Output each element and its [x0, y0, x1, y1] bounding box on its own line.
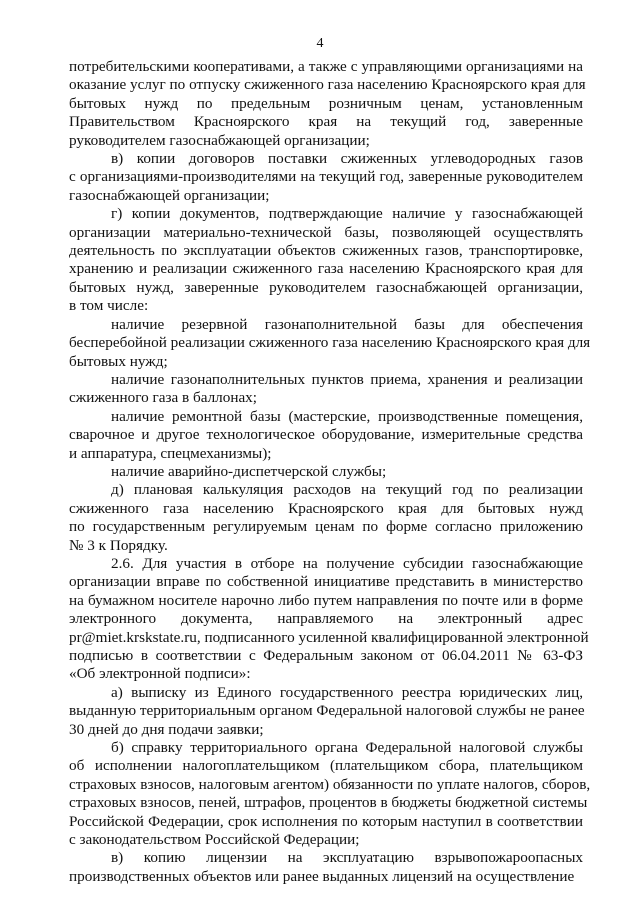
text-line: бытовых нужд; [69, 352, 168, 370]
paragraph [69, 481, 583, 555]
text-line: pr@miet.krskstate.ru, подписанного усиленной квалифицированной электронной [69, 628, 589, 646]
text-line: оказание услуг по отпуску сжиженного газа населению Красноярского края для [69, 76, 586, 94]
text-line: руководителем газоснабжающей организации; [69, 131, 370, 149]
text-line: выданную территориальным органом Федеральной налоговой службы не ранее [69, 702, 585, 720]
text-line: газоснабжающей организации; [69, 186, 270, 204]
text-line: страховых взносов, пеней, штрафов, процентов в бюджеты бюджетной системы [69, 794, 588, 812]
paragraph [69, 371, 583, 408]
text-line: в) копию лицензии на эксплуатацию взрывопожароопасных [111, 849, 583, 867]
text-line: в) копии договоров поставки сжиженных углеводородных газов [111, 150, 583, 168]
text-line: по государственным регулируемым ценам по форме согласно приложению [69, 518, 583, 536]
text-line: хранению и реализации сжиженного газа населению Красноярского края для [69, 260, 583, 278]
text-line: с законодательством Российской Федерации; [69, 831, 360, 849]
text-line: подписью в соответствии с Федеральным законом от 06.04.2011 № 63-ФЗ [69, 647, 583, 664]
text-line: «Об электронной подписи»: [69, 665, 251, 683]
text-line: наличие газонаполнительных пунктов приема, хранения и реализации [111, 370, 583, 388]
paragraph [69, 205, 583, 315]
paragraph [69, 150, 583, 205]
text-line: и аппаратура, спецмеханизмы); [69, 444, 272, 462]
text-line: страховых взносов, налоговым агентом) обязанности по уплате налогов, сборов, [69, 775, 591, 793]
text-line: сжиженного газа в баллонах; [69, 389, 257, 407]
text-line: сжиженного газа населению Красноярского края для бытовых нужд [69, 499, 583, 517]
text-line: в том числе: [69, 297, 149, 315]
text-line: сварочное и другое технологическое оборудование, измерительные средства [69, 426, 583, 444]
paragraph [69, 554, 589, 684]
text-line: г) копии документов, подтверждающие наличие у газоснабжающей [111, 205, 583, 223]
text-line: производственных объектов или ранее выданных лицензий на осуществление [69, 867, 575, 885]
text-line: д) плановая калькуляция расходов на текущий год по реализации [111, 481, 583, 499]
text-line: наличие резервной газонаполнительной базы для обеспечения [111, 315, 583, 333]
text-line: бытовых нужд, заверенные руководителем газоснабжающей организации, [69, 278, 583, 296]
text-line: организации материально-технической базы, позволяющей осуществлять [69, 223, 583, 241]
paragraph [69, 684, 583, 739]
text-line: 30 дней до дня подачи заявки; [69, 720, 264, 738]
text-line: деятельность по эксплуатации объектов сжиженных газов, транспортировке, [69, 242, 583, 260]
text-line: б) справку территориального органа Федеральной налоговой службы [111, 739, 583, 757]
text-line: наличие аварийно-диспетчерской службы; [111, 462, 387, 480]
text-line: потребительскими кооперативами, а также с управляющими организациями на [69, 58, 583, 75]
text-line: бытовых нужд по предельным розничным ценам, установленным [69, 94, 583, 112]
text-line: бесперебойной реализации сжиженного газа населению Красноярского края для [69, 334, 591, 352]
text-line: а) выписку из Единого государственного реестра юридических лиц, [111, 683, 583, 701]
text-line: об исполнении налогоплательщиком (плательщиком сбора, плательщиком [69, 757, 583, 775]
text-line: Российской Федерации, срок исполнения по которым наступил в соответствии [69, 812, 583, 830]
paragraph [69, 408, 583, 463]
text-line: организации вправе по собственной инициативе представить в министерство [69, 573, 583, 591]
paragraph [69, 463, 583, 481]
paragraph [69, 739, 591, 849]
text-line: наличие ремонтной базы (мастерские, производственные помещения, [111, 407, 583, 425]
document-body [69, 58, 591, 886]
text-line: электронного документа, направляемого на электронный адрес [69, 610, 583, 628]
text-line: Правительством Красноярского края на текущий год, заверенные [69, 113, 583, 131]
paragraph [69, 58, 586, 150]
paragraph [69, 315, 591, 371]
text-line: 2.6. Для участия в отборе на получение субсидии газоснабжающие [111, 554, 583, 572]
text-line: с организациями-производителями на текущий год, заверенные руководителем [69, 168, 583, 186]
text-line: № 3 к Порядку. [69, 536, 168, 554]
text-line: на бумажном носителе нарочно либо путем направления по почте или в форме [69, 591, 583, 609]
page-number: 4 [316, 36, 324, 51]
paragraph [69, 849, 583, 886]
